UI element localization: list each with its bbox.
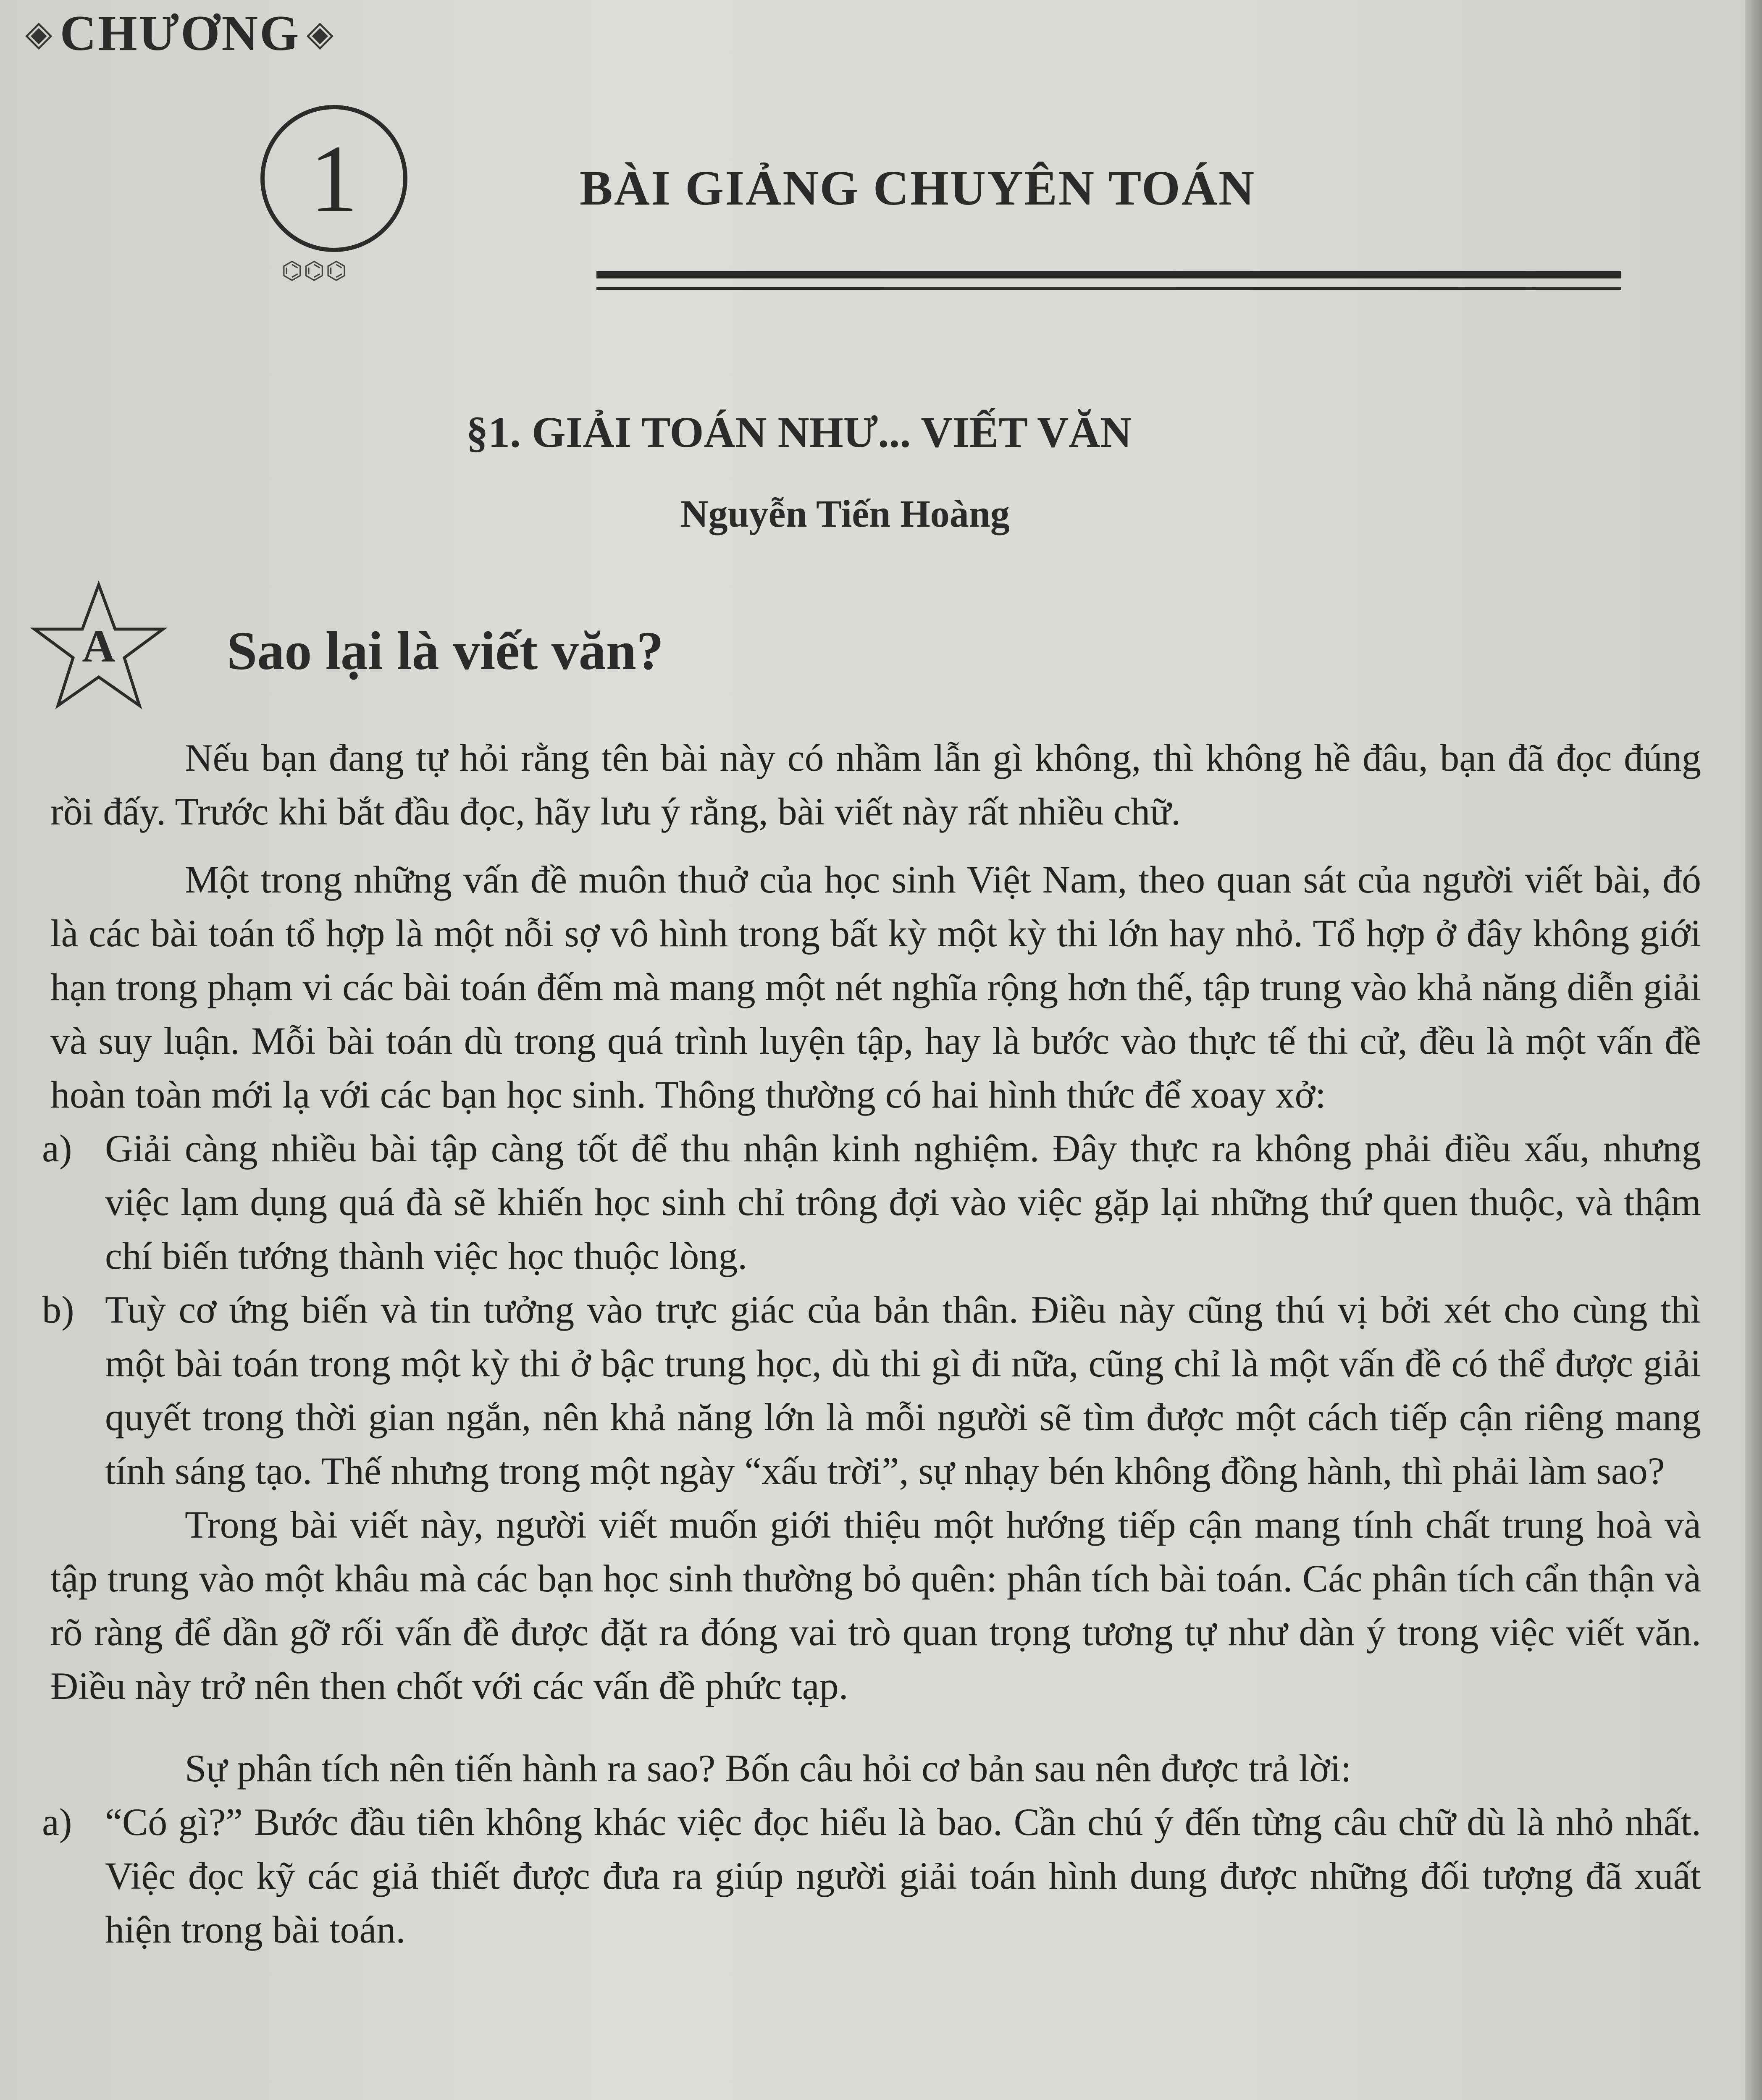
chapter-title-rules [596, 271, 1621, 290]
list-item-b [42, 1283, 1701, 1498]
list-item-a-2 [42, 1795, 1701, 1956]
thick-rule [596, 271, 1621, 278]
body-text [42, 731, 1701, 1956]
star-badge [29, 580, 168, 714]
chapter-label-text: CHƯƠNG [60, 5, 301, 61]
list-marker: a) [42, 1801, 72, 1843]
chapter-number-circle [260, 105, 407, 252]
paragraph-3: Trong bài viết này, người viết muốn giới thiệu một hướng tiếp cận mang tính chất trung hoà và tập trung vào một khâu mà các bạn học sinh thường bỏ quên: phân tích bài toán. Các phân tích cẩn thận và rõ ràng để dần gỡ rối vấn đề được đặt ra đóng vai trò quan trọng tương tự như dàn ý trong việc viết văn. Điều này trở nên then chốt với các vấn đề phức tạp. [50, 1503, 1701, 1707]
list-marker: b) [42, 1288, 74, 1331]
chapter-ornament: ⌬⌬⌬ [281, 257, 348, 284]
chapter-label [25, 4, 335, 62]
section-author: Nguyễn Tiến Hoàng [680, 492, 1010, 535]
chapter-number: 1 [310, 125, 358, 232]
paragraph-1: Nếu bạn đang tự hỏi rằng tên bài này có nhầm lẫn gì không, thì không hề đâu, bạn đã đọc đúng rồi đấy. Trước khi bắt đầu đọc, hãy lưu ý rằng, bài viết này rất nhiều chữ. [50, 736, 1701, 833]
paragraph-2: Một trong những vấn đề muôn thuở của học sinh Việt Nam, theo quan sát của người viết bài, đó là các bài toán tổ hợp là một nỗi sợ vô hình trong bất kỳ một kỳ thi lớn hay nhỏ. Tổ hợp ở đây không giới hạn trong phạm vi các bài toán đếm mà mang một nét nghĩa rộng hơn thế, tập trung vào khả năng diễn giải và suy luận. Mỗi bài toán dù trong quá trình luyện tập, hay là bước vào thực tế thi cử, đều là một vấn đề hoàn toàn mới lạ với các bạn học sinh. Thông thường có hai hình thức để xoay xở: [50, 858, 1701, 1116]
paragraph-4: Sự phân tích nên tiến hành ra sao? Bốn câu hỏi cơ bản sau nên được trả lời: [185, 1747, 1352, 1790]
list-item-a [42, 1121, 1701, 1283]
list-item-text: “Có gì?” Bước đầu tiên không khác việc đọc hiểu là bao. Cần chú ý đến từng câu chữ dù là nhỏ nhất. Việc đọc kỹ các giả thiết được đưa ra giúp người giải toán hình dung được những đối tượng đã xuất hiện trong bài toán. [105, 1801, 1701, 1951]
list-item-text: Giải càng nhiều bài tập càng tốt để thu nhận kinh nghiệm. Đây thực ra không phải điều xấu, nhưng việc lạm dụng quá đà sẽ khiến học sinh chỉ trông đợi vào việc gặp lại những thứ quen thuộc, và thậm chí biến tướng thành việc học thuộc lòng. [105, 1127, 1701, 1277]
subheading-a: Sao lại là viết văn? [227, 621, 664, 681]
list-marker: a) [42, 1127, 72, 1170]
section-title: §1. GIẢI TOÁN NHƯ... VIẾT VĂN [466, 408, 1132, 457]
chapter-title: BÀI GIẢNG CHUYÊN TOÁN [580, 160, 1256, 215]
list-item-text: Tuỳ cơ ứng biến và tin tưởng vào trực giác của bản thân. Điều này cũng thú vị bởi xét cho cùng thì một bài toán trong một kỳ thi ở bậc trung học, dù thi gì đi nữa, cũng chỉ là một vấn đề có thể được giải quyết trong thời gian ngắn, nên khả năng lớn là mỗi người sẽ tìm được một cách tiếp cận riêng mang tính sáng tạo. Thế nhưng trong một ngày “xấu trời”, sự nhạy bén không đồng hành, thì phải làm sao? [105, 1288, 1701, 1492]
thin-rule [596, 287, 1621, 290]
star-letter: A [82, 620, 116, 672]
diamond-ornament-icon: ◈ [306, 14, 336, 53]
page-spine-shadow [1745, 0, 1762, 2100]
diamond-ornament-icon: ◈ [25, 14, 54, 53]
